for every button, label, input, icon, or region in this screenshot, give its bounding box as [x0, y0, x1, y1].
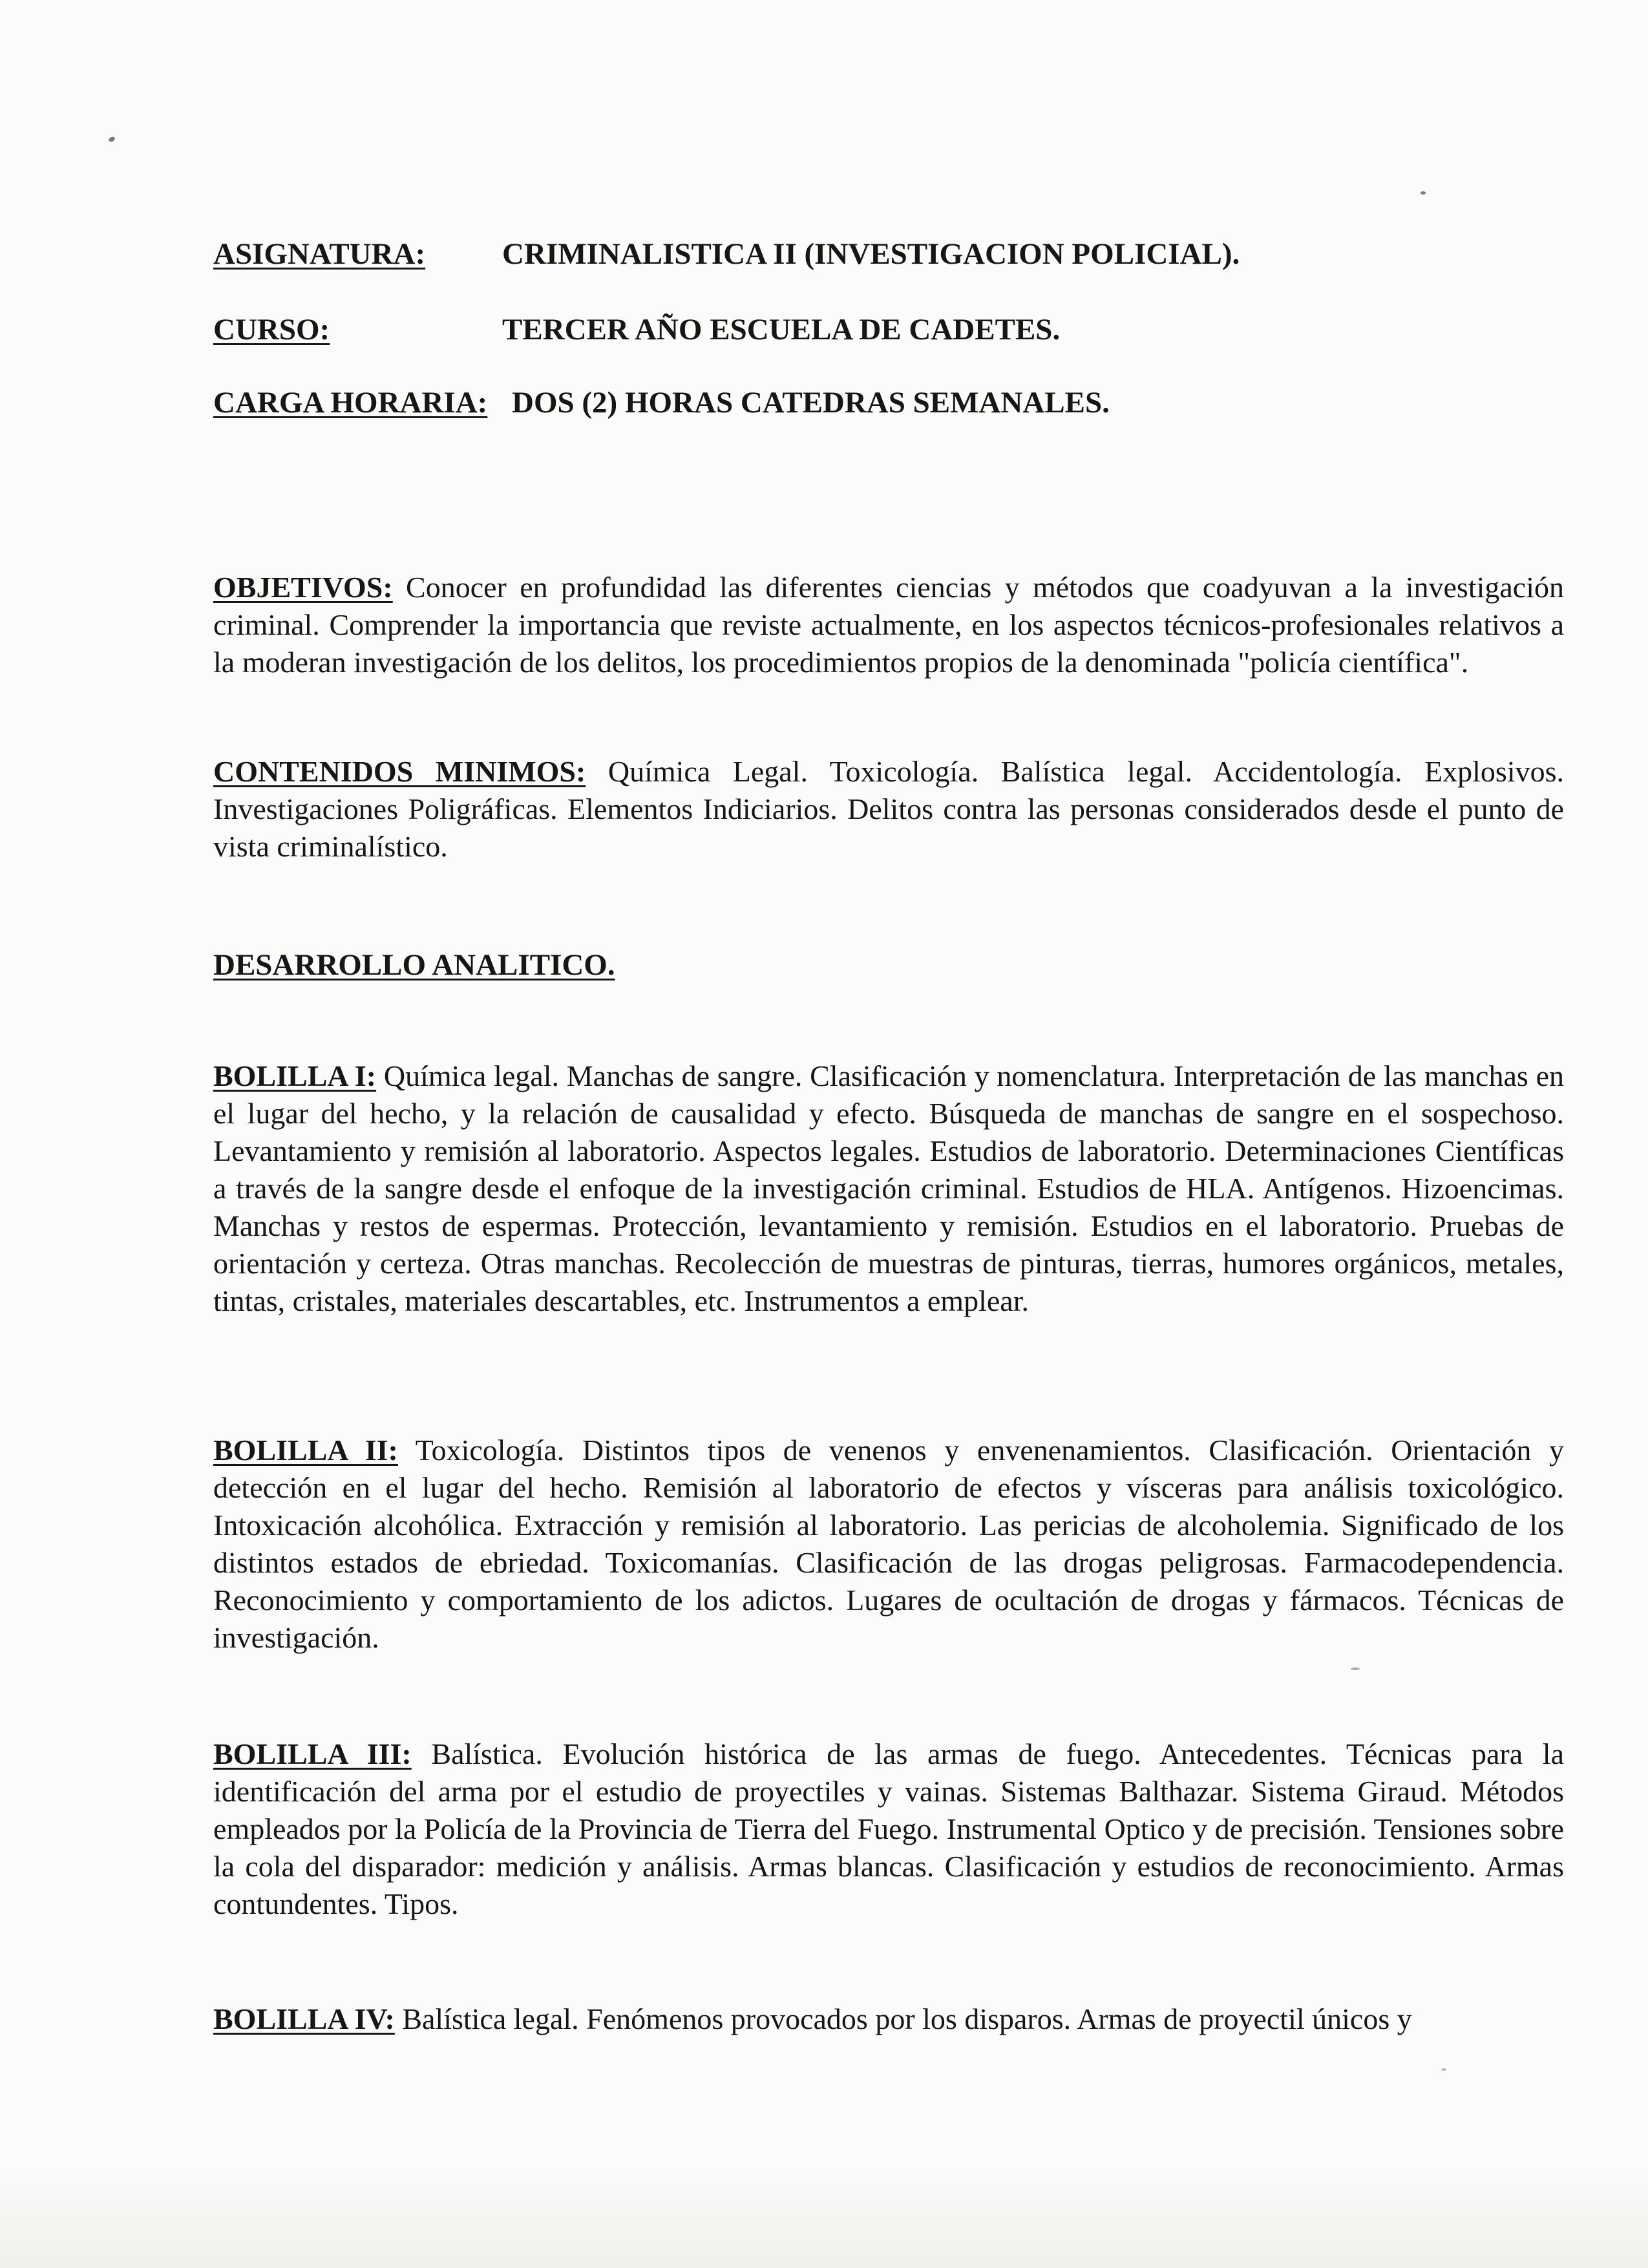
bolilla-4-paragraph: [213, 2000, 1564, 2038]
scan-bottom-shade: [0, 2165, 1648, 2268]
carga-horaria-value: DOS (2) HORAS CATEDRAS SEMANALES.: [512, 386, 1110, 419]
curso-label: CURSO:: [213, 313, 330, 346]
curso-value: TERCER AÑO ESCUELA DE CADETES.: [502, 313, 1061, 346]
scan-speck: [1441, 2068, 1446, 2071]
asignatura-label: ASIGNATURA:: [213, 237, 426, 271]
contenidos-minimos-text: Química Legal. Toxicología. Balística legal. Accidentología. Explosivos. Investigaciones Poligráficas. Elementos Indiciarios. Delitos contra las personas considerados desde el punto de vista criminalístico.: [213, 755, 1565, 863]
contenidos-minimos-paragraph: [213, 753, 1564, 865]
bolilla-1-paragraph: [213, 1057, 1564, 1320]
asignatura-value: CRIMINALISTICA II (INVESTIGACION POLICIAL).: [502, 237, 1240, 271]
bolilla-3-label: BOLILLA III:: [213, 1737, 412, 1770]
bolilla-1-label: BOLILLA I:: [213, 1059, 377, 1092]
bolilla-2-label: BOLILLA II:: [213, 1434, 398, 1467]
carga-horaria-label: CARGA HORARIA:: [213, 386, 488, 419]
scan-speck: [108, 136, 116, 143]
objetivos-paragraph: [213, 569, 1564, 681]
scan-speck: [1351, 1668, 1360, 1670]
bolilla-4-text: Balística legal. Fenómenos provocados por los disparos. Armas de proyectil únicos y: [394, 2002, 1412, 2035]
desarrollo-analitico-title: DESARROLLO ANALITICO.: [213, 948, 615, 982]
bolilla-3-text: Balística. Evolución histórica de las armas de fuego. Antecedentes. Técnicas para la identificación del arma por el estudio de proyectiles y vainas. Sistemas Balthazar. Sistema Giraud. Métodos empleados por la Policía de la Provincia de Tierra del Fuego. Instrumental Optico y de precisión. Tensiones sobre la cola del disparador: medición y análisis. Armas blancas. Clasificación y estudios de reconocimiento. Armas contundentes. Tipos.: [213, 1737, 1564, 1920]
bolilla-3-paragraph: [213, 1735, 1564, 1923]
bolilla-2-paragraph: [213, 1432, 1564, 1657]
scan-speck: [1421, 191, 1426, 195]
bolilla-2-text: Toxicología. Distintos tipos de venenos y envenenamientos. Clasificación. Orientación y detección en el lugar del hecho. Remisión al laboratorio de efectos y vísceras para análisis toxicológico. Intoxicación alcohólica. Extracción y remisión al laboratorio. Las pericias de alcoholemia. Significado de los distintos estados de ebriedad. Toxicomanías. Clasificación de las drogas peligrosas. Farmacodependencia. Reconocimiento y comportamiento de los adictos. Lugares de ocultación de drogas y fármacos. Técnicas de investigación.: [213, 1434, 1565, 1654]
contenidos-minimos-label: CONTENIDOS MINIMOS:: [213, 755, 586, 788]
bolilla-1-text: Química legal. Manchas de sangre. Clasificación y nomenclatura. Interpretación de las manchas en el lugar del hecho, y la relación de causalidad y efecto. Búsqueda de manchas de sangre en el sospechoso. Levantamiento y remisión al laboratorio. Aspectos legales. Estudios de laboratorio. Determinaciones Científicas a través de la sangre desde el enfoque de la investigación criminal. Estudios de HLA. Antígenos. Hizoencimas. Manchas y restos de espermas. Protección, levantamiento y remisión. Estudios en el laboratorio. Pruebas de orientación y certeza. Otras manchas. Recolección de muestras de pinturas, tierras, humores orgánicos, metales, tintas, cristales, materiales descartables, etc. Instrumentos a emplear.: [213, 1059, 1564, 1317]
objetivos-label: OBJETIVOS:: [213, 571, 393, 604]
bolilla-4-label: BOLILLA IV:: [213, 2002, 395, 2035]
objetivos-text: Conocer en profundidad las diferentes ciencias y métodos que coadyuvan a la investigación criminal. Comprender la importancia que reviste actualmente, en los aspectos técnicos-profesionales relativos a la moderan investigación de los delitos, los procedimientos propios de la denominada "policía científica".: [213, 571, 1564, 679]
